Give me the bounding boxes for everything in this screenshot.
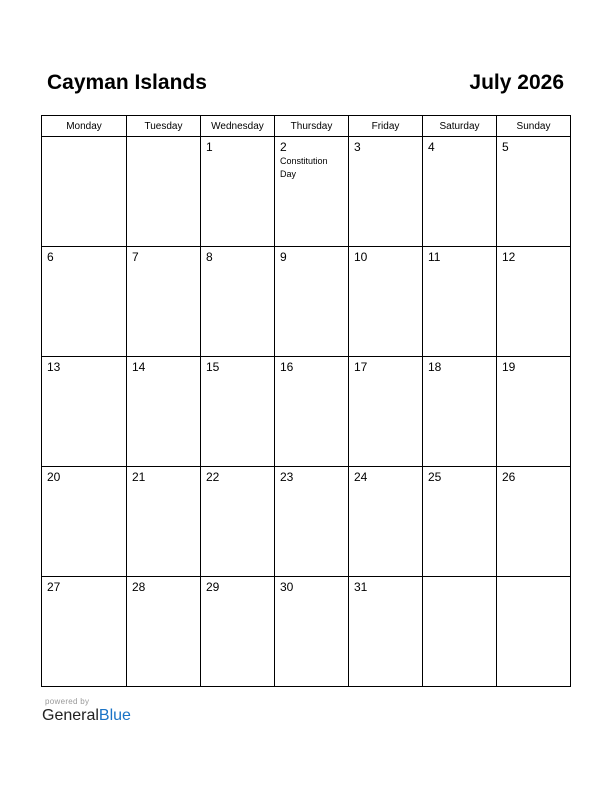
day-cell xyxy=(497,357,571,467)
day-number: 1 xyxy=(206,140,213,154)
day-cell xyxy=(497,577,571,687)
day-cell xyxy=(275,247,349,357)
day-cell xyxy=(423,137,497,247)
day-number: 28 xyxy=(132,580,146,594)
day-number: 2 xyxy=(280,140,287,154)
calendar-grid xyxy=(41,115,571,687)
week-row xyxy=(42,357,571,467)
day-number: 14 xyxy=(132,360,146,374)
day-number xyxy=(127,137,200,140)
day-number: 19 xyxy=(502,360,516,374)
day-number xyxy=(423,577,496,580)
powered-by-text: powered by xyxy=(45,697,90,706)
day-cell xyxy=(127,247,201,357)
day-cell xyxy=(349,467,423,577)
day-number: 7 xyxy=(132,250,139,264)
day-cell xyxy=(497,467,571,577)
day-cell xyxy=(201,247,275,357)
day-number: 5 xyxy=(502,140,509,154)
day-cell xyxy=(349,357,423,467)
weekday-header-row xyxy=(42,116,571,137)
day-cell xyxy=(42,467,127,577)
day-number: 9 xyxy=(280,250,287,264)
day-number: 15 xyxy=(206,360,220,374)
month-year-title: July 2026 xyxy=(469,71,564,94)
weekday-header: Thursday xyxy=(275,116,349,137)
week-row xyxy=(42,247,571,357)
day-cell xyxy=(201,357,275,467)
day-cell xyxy=(349,247,423,357)
day-number: 4 xyxy=(428,140,435,154)
country-title: Cayman Islands xyxy=(47,71,207,94)
day-cell xyxy=(275,357,349,467)
day-cell xyxy=(497,247,571,357)
holiday-label: Constitution Day xyxy=(280,156,328,179)
day-cell xyxy=(42,247,127,357)
day-cell xyxy=(42,137,127,247)
brand-general-text: General xyxy=(42,707,99,724)
day-cell xyxy=(349,137,423,247)
day-cell xyxy=(349,577,423,687)
day-cell xyxy=(42,577,127,687)
day-number: 13 xyxy=(47,360,61,374)
day-number: 10 xyxy=(354,250,368,264)
week-row xyxy=(42,577,571,687)
day-number xyxy=(497,577,570,580)
weekday-header: Sunday xyxy=(497,116,571,137)
day-cell xyxy=(42,357,127,467)
day-number: 25 xyxy=(428,470,442,484)
day-number: 6 xyxy=(47,250,54,264)
week-row xyxy=(42,467,571,577)
day-number: 3 xyxy=(354,140,361,154)
day-cell xyxy=(201,467,275,577)
day-cell xyxy=(201,577,275,687)
day-number: 31 xyxy=(354,580,368,594)
day-number xyxy=(42,137,126,140)
day-number: 17 xyxy=(354,360,368,374)
week-row xyxy=(42,137,571,247)
footer-branding xyxy=(42,697,131,725)
day-number: 11 xyxy=(428,250,441,264)
day-number: 30 xyxy=(280,580,294,594)
weekday-header: Monday xyxy=(42,116,127,137)
day-cell xyxy=(275,577,349,687)
day-number: 22 xyxy=(206,470,220,484)
day-cell xyxy=(201,137,275,247)
day-cell xyxy=(127,137,201,247)
weekday-header: Saturday xyxy=(423,116,497,137)
day-cell xyxy=(127,357,201,467)
weekday-header: Tuesday xyxy=(127,116,201,137)
day-cell xyxy=(423,467,497,577)
weekday-header: Friday xyxy=(349,116,423,137)
day-number: 24 xyxy=(354,470,368,484)
day-number: 18 xyxy=(428,360,442,374)
day-number: 26 xyxy=(502,470,516,484)
day-cell xyxy=(127,467,201,577)
day-cell xyxy=(275,137,349,247)
day-cell xyxy=(423,577,497,687)
day-number: 23 xyxy=(280,470,294,484)
day-number: 16 xyxy=(280,360,294,374)
generalblue-logo[interactable] xyxy=(42,707,131,725)
day-number: 20 xyxy=(47,470,61,484)
day-cell xyxy=(497,137,571,247)
day-number: 21 xyxy=(132,470,146,484)
weekday-header: Wednesday xyxy=(201,116,275,137)
day-cell xyxy=(423,357,497,467)
brand-blue-text: Blue xyxy=(98,707,131,724)
day-cell xyxy=(423,247,497,357)
day-number: 27 xyxy=(47,580,61,594)
day-cell xyxy=(275,467,349,577)
day-number: 12 xyxy=(502,250,516,264)
day-cell xyxy=(127,577,201,687)
day-number: 29 xyxy=(206,580,220,594)
day-number: 8 xyxy=(206,250,213,264)
